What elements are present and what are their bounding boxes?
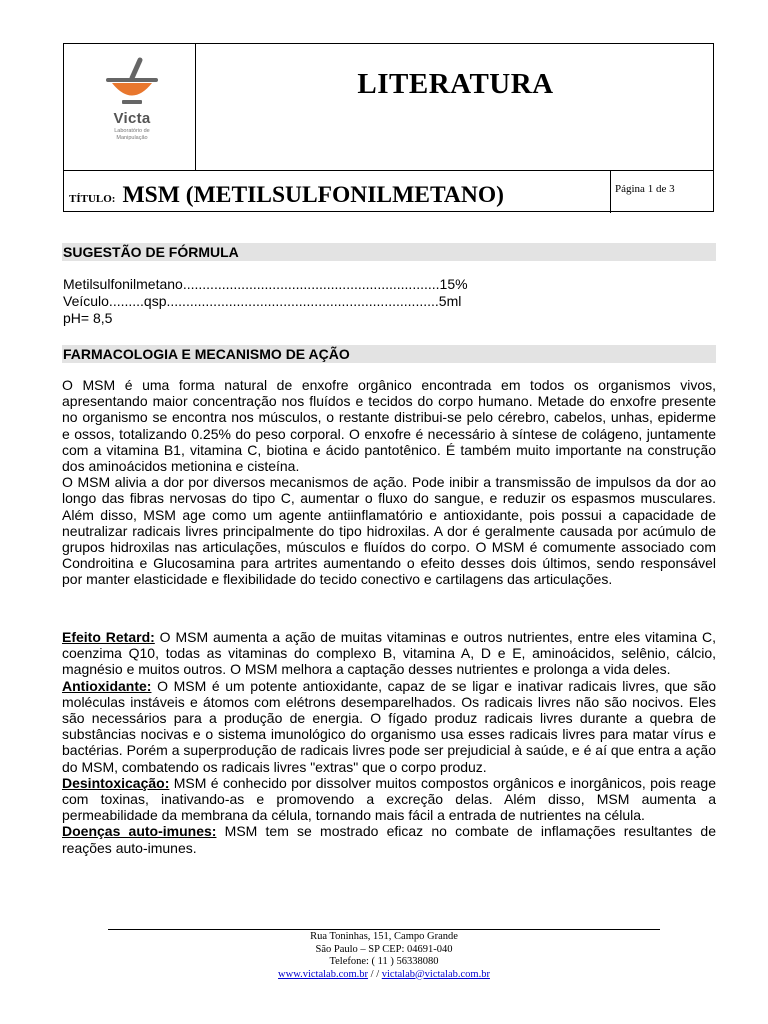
pharmacology-paragraph-2: O MSM alivia a dor por diversos mecanismos de ação. Pode inibir a transmissão de impulsos da dor ao longo das fibras nervosas do tipo C, aumentar o fluxo do sangue, e reduzir os espasmos musculares. Além disso, MSM age como um agente antiinflamatório e antioxidante, pois possui a capacidade de neutralizar radicais livres principalmente do tipo hidroxilas. A dor é geralmente causada por acúmulo de grupos hidroxilas nas articulações, músculos e fluídos do corpo. O MSM é comumente associado com Condroitina e Glucosamina para artrites aumentando o efeito desses dois últimos, sendo responsável por manter elasticidade e flexibilidade do tecido conectivo e cartilagens das articulações.: [62, 474, 716, 588]
footer-address-line2: São Paulo – SP CEP: 04691-040: [315, 943, 453, 955]
page-footer: [0, 931, 768, 981]
header-divider-horizontal: [64, 170, 713, 171]
effect-antioxidant-term: Antioxidante:: [62, 677, 152, 694]
effect-retard: [62, 629, 716, 678]
formula-section-heading: SUGESTÃO DE FÓRMULA: [62, 243, 716, 261]
title-label: TÍTULO:: [69, 193, 116, 205]
logo-name: Victa: [113, 110, 151, 127]
header-divider-page: [610, 170, 611, 213]
mortar-pestle-icon: [102, 56, 162, 108]
header-divider-vertical: [195, 44, 196, 170]
effect-detox-text: MSM é conhecido por dissolver muitos compostos orgânicos e inorgânicos, pois reage com toxinas, inativando-as e promovendo a excreção delas. Além disso, MSM aumenta a permeabilidade da membrana da célula, tornando mais fácil a entrada de nutrientes na célula.: [62, 774, 716, 824]
footer-links: [0, 969, 768, 982]
effect-autoimmune-text: MSM tem se mostrado eficaz no combate de inflamações resultantes de reações auto-imunes.: [62, 823, 716, 856]
effect-detox: [62, 775, 716, 824]
pharmacology-paragraph-1: O MSM é uma forma natural de enxofre orgânico encontrada em todos os organismos vivos, apresentando maior concentração nos fluídos e tecidos do corpo humano. Metade do enxofre presente no organismo se encontra nos músculos, o restante distribui-se pelo cérebro, cabelos, unhas, epiderme e ossos, totalizando 0.25% do peso corporal. O enxofre é necessário à síntese de colágeno, juntamente com a vitamina B1, vitamina C, biotina e ácido pantotênico. É também muito importante na construção dos aminoácidos metionina e cisteína.: [62, 377, 716, 475]
document-title: MSM (METILSULFONILMETANO): [122, 182, 504, 208]
document-type-title: LITERATURA: [357, 68, 554, 100]
effect-retard-term: Efeito Retard:: [62, 629, 155, 645]
page-indicator: Página 1 de 3: [615, 183, 675, 195]
logo-subtitle: [82, 128, 182, 142]
logo-subtitle-line1: Laboratório de: [114, 128, 150, 134]
footer-link-separator: / /: [368, 968, 382, 980]
effect-antioxidant: [62, 678, 716, 775]
effects-list: [62, 629, 716, 856]
document-title-row: [69, 182, 504, 209]
formula-block: [63, 276, 468, 327]
effect-detox-term: Desintoxicação:: [62, 774, 170, 791]
pharmacology-section-heading: FARMACOLOGIA E MECANISMO DE AÇÃO: [62, 345, 716, 363]
logo-subtitle-line2: Manipulação: [116, 135, 148, 141]
effect-antioxidant-text: O MSM é um potente antioxidante, capaz de se ligar e inativar radicais livres, que são moléculas instáveis e átomos com elétrons desemparelhados. Os radicais livres não são nocivos. Eles são necessários para a produção de energia. O fígado produz radicais livres durante a quebra de substâncias nocivas e o sistema imunológico do organismo usa esses radicais livres para matar vírus e bactérias. Porém a superprodução de radicais livres pode ser prejudicial à saúde, e é aí que entra a ação do MSM, combatendo os radicais livres "extras" que o corpo produz.: [62, 677, 716, 775]
footer-address-line1: Rua Toninhas, 151, Campo Grande: [310, 931, 458, 942]
effect-retard-text: O MSM aumenta a ação de muitas vitaminas e outros nutrientes, entre eles vitamina C, coenzima Q10, todas as vitaminas do complexo B, vitamina A, D e E, aminoácidos, selênio, cálcio, magnésio e muitos outros. O MSM melhora a captação desses nutrientes e prolonga a vida deles.: [62, 629, 716, 678]
email-link[interactable]: victalab@victalab.com.br: [381, 968, 490, 980]
formula-line-ph: pH= 8,5: [63, 310, 113, 326]
formula-line-vehicle: Veículo.........qsp......................................................................5ml: [63, 293, 462, 309]
footer-divider: [108, 929, 660, 930]
formula-line-ingredient: Metilsulfonilmetano..................................................................15%: [63, 276, 468, 292]
effect-autoimmune-term: Doenças auto-imunes:: [62, 823, 217, 840]
website-link[interactable]: www.victalab.com.br: [278, 968, 369, 980]
footer-phone: Telefone: ( 11 ) 56338080: [329, 956, 439, 967]
victa-logo: [82, 56, 182, 164]
pharmacology-body: [62, 377, 716, 588]
effect-autoimmune: [62, 823, 716, 855]
document-header: [63, 43, 714, 212]
